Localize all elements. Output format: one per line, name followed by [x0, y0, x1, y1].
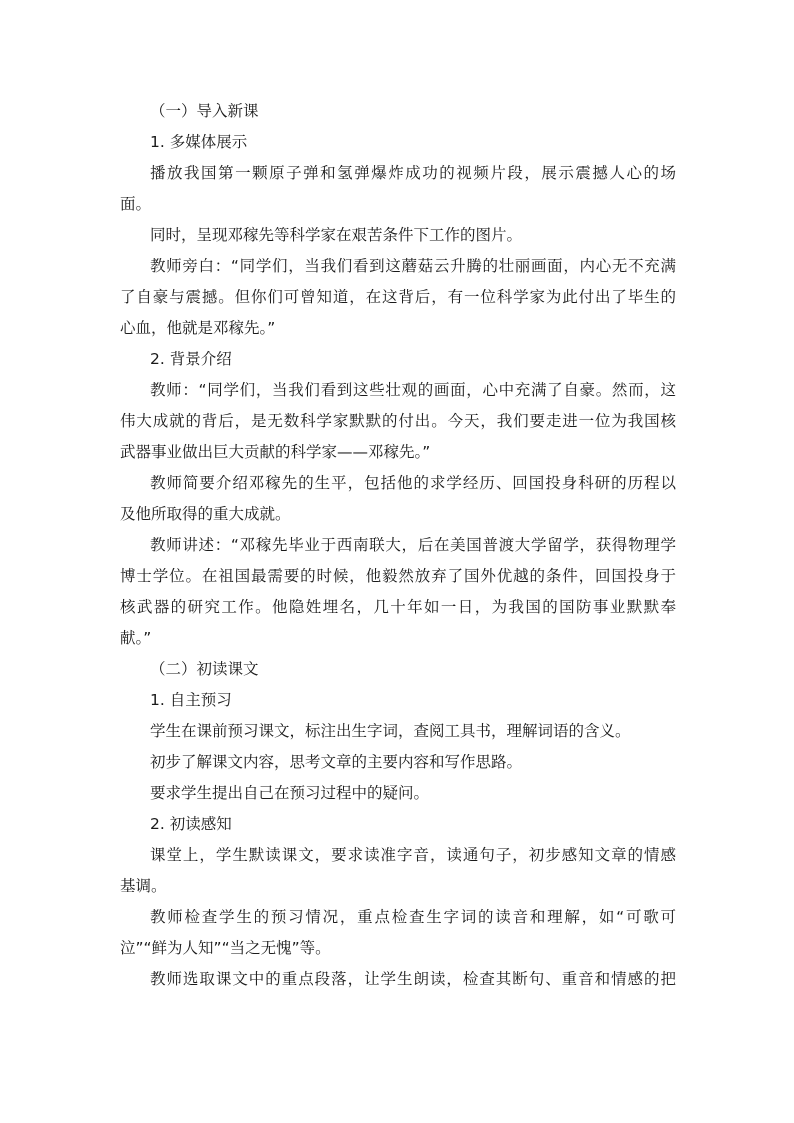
text-line: 同时，呈现邓稼先等科学家在艰苦条件下工作的图片。 — [150, 226, 523, 244]
text-line: 教师旁白：“同学们，当我们看到这蘑菇云升腾的壮丽画面，内心无不充满 — [150, 257, 676, 275]
text-line: 教师简要介绍邓稼先的生平，包括他的求学经历、回国投身科研的历程以 — [150, 474, 676, 492]
text-line: 基调。 — [120, 877, 167, 895]
text-line: 教师讲述：“邓稼先毕业于西南联大，后在美国普渡大学留学，获得物理学 — [150, 536, 676, 554]
text-line: 献。” — [120, 629, 152, 647]
text-line: 2. 背景介绍 — [150, 350, 232, 368]
text-line: 初步了解课文内容，思考文章的主要内容和写作思路。 — [150, 753, 523, 771]
text-line: （二）初读课文 — [150, 660, 259, 678]
document-body — [120, 96, 676, 995]
text-line: 教师检查学生的预习情况，重点检查生字词的读音和理解，如“可歌可 — [150, 908, 676, 926]
text-line: 心血，他就是邓稼先。” — [120, 319, 276, 337]
text-line: 播放我国第一颗原子弹和氢弹爆炸成功的视频片段，展示震撼人心的场 — [150, 164, 676, 182]
text-line: 武器事业做出巨大贡献的科学家——邓稼先。” — [120, 443, 431, 461]
text-line: 核武器的研究工作。他隐姓埋名，几十年如一日，为我国的国防事业默默奉 — [120, 598, 676, 616]
text-line: 1. 多媒体展示 — [150, 133, 248, 151]
text-line: 了自豪与震撼。但你们可曾知道，在这背后，有一位科学家为此付出了毕生的 — [120, 288, 676, 306]
text-line: 1. 自主预习 — [150, 691, 232, 709]
text-line: 教师选取课文中的重点段落，让学生朗读，检查其断句、重音和情感的把 — [150, 970, 676, 988]
text-line: 学生在课前预习课文，标注出生字词，查阅工具书，理解词语的含义。 — [150, 722, 631, 740]
text-line: 2. 初读感知 — [150, 815, 232, 833]
text-line: 要求学生提出自己在预习过程中的疑问。 — [150, 784, 430, 802]
text-line: 及他所取得的重大成就。 — [120, 505, 291, 523]
text-line: 教师：“同学们，当我们看到这些壮观的画面，心中充满了自豪。然而，这 — [150, 381, 676, 399]
text-line: 面。 — [120, 195, 152, 213]
text-line: 课堂上，学生默读课文，要求读准字音，读通句子，初步感知文章的情感 — [150, 846, 676, 864]
text-line: 博士学位。在祖国最需要的时候，他毅然放弃了国外优越的条件，回国投身于 — [120, 567, 676, 585]
text-line: 伟大成就的背后，是无数科学家默默的付出。今天，我们要走进一位为我国核 — [120, 412, 676, 430]
text-line: 泣”“鲜为人知”“当之无愧”等。 — [120, 939, 331, 957]
text-line: （一）导入新课 — [150, 102, 259, 120]
